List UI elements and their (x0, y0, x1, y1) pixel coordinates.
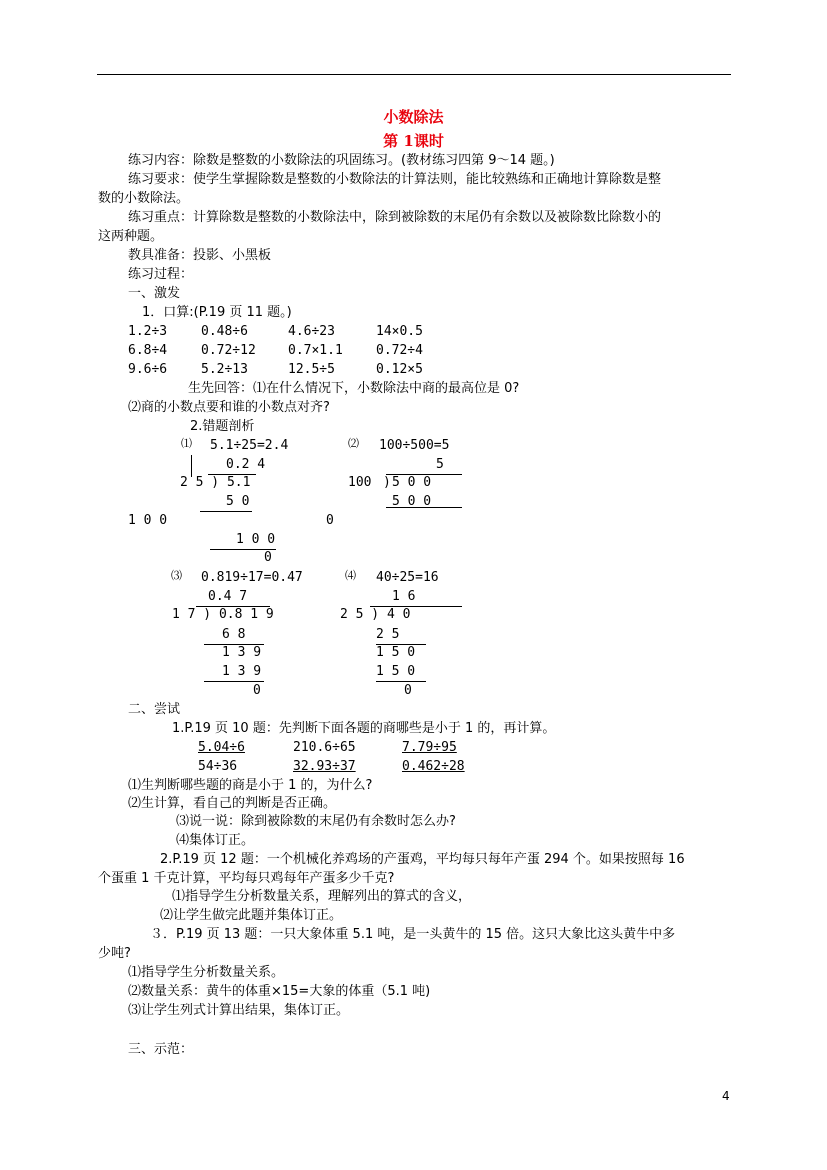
practice-process: 练习过程： (128, 267, 194, 282)
oral-expr: 9.6÷6 (128, 362, 168, 377)
problem-4-step-2: 1 5 0 (376, 645, 416, 660)
practice-requirement-line2: 数的小数除法。 (98, 191, 190, 206)
oral-expr: 0.12×5 (376, 362, 423, 377)
problem-2-remainder: 0 (326, 513, 334, 528)
expression: 0.462÷28 (402, 759, 465, 774)
teaching-tools: 教具准备：投影、小黑板 (128, 248, 272, 263)
practice-focus-line2: 这两种题。 (98, 229, 164, 244)
problem-4-line-2 (376, 681, 426, 682)
section-1-heading: 一、激发 (128, 286, 181, 301)
oral-expr: 12.5÷5 (288, 362, 335, 377)
problem-2-bracket: ) (383, 475, 391, 490)
task-2-step-2: ⑵让学生做完此题并集体订正。 (160, 908, 343, 923)
problem-3-step-1: 6 8 (222, 627, 246, 642)
problem-4-equation: 40÷25=16 (376, 570, 439, 585)
problem-1-bracket-line (191, 455, 192, 477)
document-title: 小数除法 (383, 108, 444, 126)
document-subtitle: 第 1课时 (383, 132, 444, 150)
section-3-heading: 三、示范： (128, 1042, 194, 1057)
problem-1-equation: 5.1÷25=2.4 (210, 438, 289, 453)
header-rule (97, 74, 731, 75)
task-1-step-2: ⑵生计算，看自己的判断是否正确。 (128, 796, 337, 811)
problem-1-subtract-line (200, 511, 252, 512)
expression: 54÷36 (198, 759, 238, 774)
oral-expr: 0.72÷12 (201, 343, 256, 358)
task-3-line-1: ３．P.19 页 13 题：一只大象体重 5.1 吨，是一头黄牛的 15 倍。这只大象比这头黄牛中多 (150, 927, 676, 942)
practice-content: 练习内容：除数是整数的小数除法的巩固练习。(教材练习四第 9～14 题。) (128, 153, 555, 168)
problem-1-quotient: 0.2 4 (226, 457, 266, 472)
problem-4-division: 2 5 ) 4 0 (340, 607, 411, 622)
practice-requirement-line1: 练习要求：使学生掌握除数是整数的小数除法的计算法则，能比较熟练和正确地计算除数是整 (128, 172, 662, 187)
problem-1-remainder: 1 0 0 (128, 513, 168, 528)
problem-4-step-3: 1 5 0 (376, 664, 416, 679)
problem-3-quotient: 0.4 7 (208, 589, 248, 604)
oral-calc-title: 1．口算:(P.19 页 11 题。) (142, 305, 292, 320)
problem-1-subtract-2: 1 0 0 (236, 532, 276, 547)
oral-expr: 4.6÷23 (288, 324, 335, 339)
task-1-step-4: ⑷集体订正。 (176, 833, 255, 848)
task-1: 1.P.19 页 10 题：先判断下面各题的商哪些是小于 1 的，再计算。 (172, 721, 556, 736)
oral-expr: 0.72÷4 (376, 343, 423, 358)
problem-3-division: 1 7 ) 0.8 1 9 (172, 607, 274, 622)
expression: 5.04÷6 (198, 740, 245, 755)
oral-expr: 0.48÷6 (201, 324, 248, 339)
error-analysis-title: 2.错题剖析 (190, 419, 255, 434)
problem-3-line-2 (204, 681, 264, 682)
problem-3-equation: 0.819÷17=0.47 (201, 570, 303, 585)
problem-2-number: ⑵ (348, 437, 359, 450)
task-1-step-3: ⑶说一说：除到被除数的末尾仍有余数时怎么办? (176, 814, 456, 829)
practice-focus-line1: 练习重点：计算除数是整数的小数除法中，除到被除数的末尾仍有余数以及被除数比除数小的 (128, 210, 662, 225)
expression: 32.93÷37 (293, 759, 356, 774)
problem-4-remainder: 0 (404, 683, 412, 698)
task-3-step-3: ⑶让学生列式计算出结果，集体订正。 (128, 1003, 350, 1018)
expression: 210.6÷65 (293, 740, 356, 755)
task-1-step-1: ⑴生判断哪些题的商是小于 1 的，为什么? (128, 778, 373, 793)
task-3-step-2: ⑵数量关系：黄牛的体重×15=大象的体重（5.1 吨) (128, 984, 431, 999)
problem-4-step-1: 2 5 (376, 627, 400, 642)
problem-2-quotient: 5 (436, 457, 444, 472)
task-2-line-2: 个蛋重 1 千克计算，平均每只鸡每年产蛋多少千克? (98, 871, 395, 886)
problem-1-number: ⑴ (181, 437, 192, 450)
task-2-line-1: 2.P.19 页 12 题：一个机械化养鸡场的产蛋鸡，平均每只每年产蛋 294 个。如果按照每 16 (160, 852, 685, 867)
problem-3-step-2: 1 3 9 (222, 645, 262, 660)
problem-3-remainder: 0 (253, 683, 261, 698)
question-1: 生先回答：⑴在什么情况下，小数除法中商的最高位是 0? (188, 381, 520, 396)
problem-3-step-3: 1 3 9 (222, 664, 262, 679)
task-3-line-2: 少吨? (98, 946, 131, 961)
problem-1-final-remainder: 0 (264, 550, 272, 565)
problem-4-number: ⑷ (345, 569, 356, 582)
page-number: 4 (722, 1089, 730, 1103)
task-3-step-1: ⑴指导学生分析数量关系。 (128, 965, 285, 980)
problem-2-subtract: 5 0 0 (392, 494, 432, 509)
problem-2-subtract-line (386, 507, 462, 508)
oral-expr: 14×0.5 (376, 324, 423, 339)
section-2-heading: 二、尝试 (128, 702, 181, 717)
task-2-step-1: ⑴指导学生分析数量关系，理解列出的算式的含义， (172, 889, 472, 904)
oral-expr: 6.8÷4 (128, 343, 168, 358)
expression: 7.79÷95 (402, 740, 457, 755)
problem-2-equation: 100÷500=5 (379, 438, 450, 453)
problem-2-divisor: 100 (348, 475, 372, 490)
oral-expr: 0.7×1.1 (288, 343, 343, 358)
problem-1-subtract: 5 0 (226, 494, 250, 509)
oral-expr: 1.2÷3 (128, 324, 168, 339)
question-2: ⑵商的小数点要和谁的小数点对齐? (128, 400, 330, 415)
problem-3-number: ⑶ (171, 569, 182, 582)
oral-expr: 5.2÷13 (201, 362, 248, 377)
problem-4-quotient: 1 6 (392, 589, 416, 604)
problem-2-dividend: 5 0 0 (392, 475, 432, 490)
problem-1-division: 2 5 ) 5.1 (180, 475, 251, 490)
